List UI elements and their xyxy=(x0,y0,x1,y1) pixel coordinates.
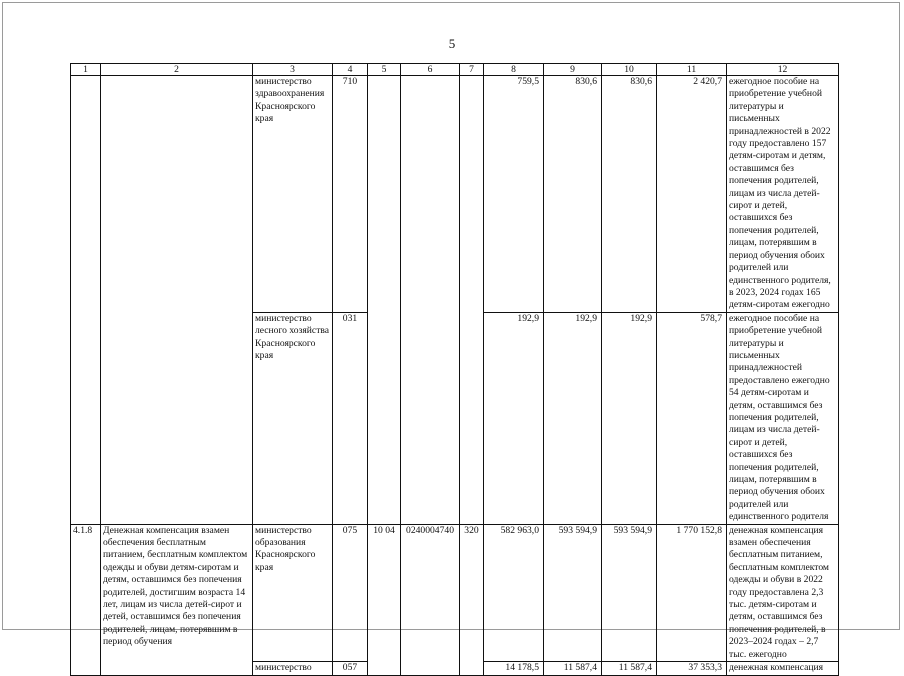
cell-administrator: министерство лесного хозяйства Красноярского края xyxy=(253,312,333,524)
col-header-1: 1 xyxy=(71,64,101,76)
cell-item-number xyxy=(71,76,101,525)
cell-amount-total: 578,7 xyxy=(657,312,727,524)
cell-amount-col9: 593 594,9 xyxy=(544,524,602,661)
col-header-8: 8 xyxy=(484,64,544,76)
cell-amount-total: 37 353,3 xyxy=(657,662,727,675)
cell-amount-col10: 11 587,4 xyxy=(602,662,657,675)
cell-grbs-code: 075 xyxy=(333,524,368,661)
cell-item-number: 4.1.8 xyxy=(71,524,101,675)
cell-amount-col10: 192,9 xyxy=(602,312,657,524)
cell-expected-result: ежегодное пособие на приобретение учебной литературы и письменных принадлежностей предоставлено ежегодно 54 детям-сиротам и детям, оставшимся без попечения родителей, лицам из числа детей-сирот и детей, оставшихся без попечения родителей, лицам, потерявшим в период обучения обоих родителей или единственного родителя xyxy=(727,312,839,524)
cell-amount-col8: 192,9 xyxy=(484,312,544,524)
cell-amount-col8: 759,5 xyxy=(484,76,544,313)
program-table xyxy=(70,63,839,676)
cell-csr xyxy=(401,76,460,525)
table-row xyxy=(71,76,839,313)
cell-grbs-code: 710 xyxy=(333,76,368,313)
cell-expected-result-text: денежная компенсация xyxy=(729,662,824,674)
cell-vr: 320 xyxy=(460,524,484,675)
cell-rzpr: 10 04 xyxy=(368,524,401,675)
col-header-6: 6 xyxy=(401,64,460,76)
cell-amount-total: 1 770 152,8 xyxy=(657,524,727,661)
cell-amount-total: 2 420,7 xyxy=(657,76,727,313)
col-header-11: 11 xyxy=(657,64,727,76)
cell-amount-col9: 11 587,4 xyxy=(544,662,602,675)
cell-amount-col8: 14 178,5 xyxy=(484,662,544,675)
cell-amount-col8: 582 963,0 xyxy=(484,524,544,661)
cell-amount-col9: 192,9 xyxy=(544,312,602,524)
cell-grbs-code: 031 xyxy=(333,312,368,524)
col-header-12: 12 xyxy=(727,64,839,76)
cell-grbs-code: 057 xyxy=(333,662,368,675)
cell-csr: 0240004740 xyxy=(401,524,460,675)
cell-amount-col9: 830,6 xyxy=(544,76,602,313)
page-number: 5 xyxy=(448,36,456,51)
col-header-10: 10 xyxy=(602,64,657,76)
col-header-3: 3 xyxy=(253,64,333,76)
cell-administrator xyxy=(253,662,333,675)
cell-amount-col10: 830,6 xyxy=(602,76,657,313)
cell-rzpr xyxy=(368,76,401,525)
col-header-2: 2 xyxy=(101,64,253,76)
cell-administrator-text: министерство xyxy=(255,662,312,674)
col-header-9: 9 xyxy=(544,64,602,76)
cell-administrator: министерство здравоохранения Красноярского края xyxy=(253,76,333,313)
cell-measure-name xyxy=(101,76,253,525)
cell-expected-result: денежная компенсация взамен обеспечения бесплатным питанием, бесплатным комплектом одежды и обуви в 2022 году предоставлена 2,3 тыс. детям-сиротам и детям, оставшимся без попечения родителей, в 2023–2024 годах – 2,7 тыс. ежегодно xyxy=(727,524,839,661)
cell-vr xyxy=(460,76,484,525)
cell-amount-col10: 593 594,9 xyxy=(602,524,657,661)
cell-measure-name: Денежная компенсация взамен обеспечения бесплатным питанием, бесплатным комплектом одежды и обуви детям-сиротам и детям, оставшимся без попечения родителей, достигшим возраста 14 лет, лицам из числа детей-сирот и детей, оставшимся без попечения родителей, лицам, потерявшим в период обучения xyxy=(101,524,253,675)
col-header-5: 5 xyxy=(368,64,401,76)
table-row xyxy=(71,524,839,661)
col-header-4: 4 xyxy=(333,64,368,76)
cell-expected-result xyxy=(727,662,839,675)
cell-expected-result: ежегодное пособие на приобретение учебной литературы и письменных принадлежностей в 2022 году предоставлено 157 детям-сиротам и детям, оставшимся без попечения родителей, лицам из числа детей-сирот и детей, оставшихся без попечения родителей, лицам, потерявшим в период обучения обоих родителей или единственного родителя, в 2023, 2024 годах 165 детям-сиротам ежегодно xyxy=(727,76,839,313)
cell-administrator: министерство образования Красноярского края xyxy=(253,524,333,661)
col-header-7: 7 xyxy=(460,64,484,76)
header-row xyxy=(71,64,839,76)
